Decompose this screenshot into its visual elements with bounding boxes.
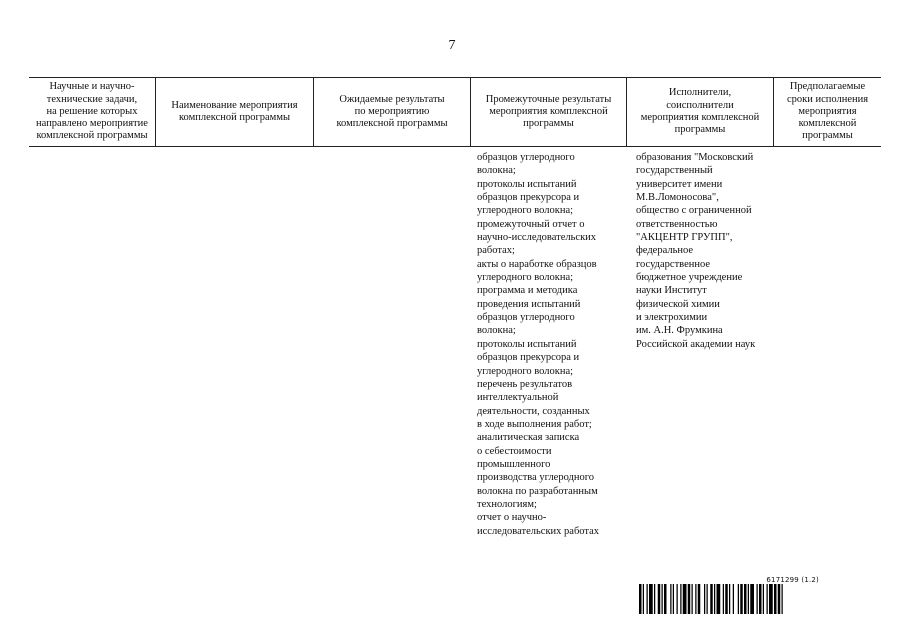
table-header-row <box>29 77 881 147</box>
cell-executors: образования "Московский государственный университет имени М.В.Ломоносова", общество с ограниченной ответственностью "АКЦЕНТР ГРУПП", федеральное государственное бюджетное учреждение науки Институт физической химии и электрохимии им. А.Н. Фрумкина Российской академии наук <box>636 152 756 350</box>
header-expected-results: Ожидаемые результаты по мероприятию комплексной программы <box>314 78 471 146</box>
cell-intermediate-results: образцов углеродного волокна; протоколы испытаний образцов прекурсора и углеродного волокна; промежуточный отчет о научно-исследовательских работах; акты о наработке образцов углеродного волокна; программа и методика проведения испытаний образцов углеродного волокна; протоколы испытаний образцов прекурсора и углеродного волокна; перечень результатов интеллектуальной деятельности, созданных в ходе выполнения работ; аналитическая записка о себестоимости промышленного производства углеродного волокна по разработанным технологиям; отчет о научно- исследовательских работах <box>477 152 600 537</box>
cell-event-name <box>156 151 314 538</box>
barcode-label: 6171299 (1.2) <box>766 576 819 584</box>
document-barcode <box>639 576 861 616</box>
header-event-name: Наименование мероприятия комплексной программы <box>156 78 314 146</box>
cell-deadlines <box>774 151 881 538</box>
table-row <box>29 147 881 538</box>
cell-tasks <box>29 151 156 538</box>
header-tasks: Научные и научно- технические задачи, на решение которых направлено мероприятие комплексной программы <box>29 78 156 146</box>
page-number: 7 <box>448 38 456 53</box>
header-executors: Исполнители, соисполнители мероприятия комплексной программы <box>627 78 774 146</box>
header-intermediate-results: Промежуточные результаты мероприятия комплексной программы <box>471 78 627 146</box>
barcode-icon <box>639 584 861 614</box>
program-table <box>29 77 881 538</box>
header-deadlines: Предполагаемые сроки исполнения мероприятия комплексной программы <box>786 81 869 142</box>
cell-expected-results <box>314 151 471 538</box>
